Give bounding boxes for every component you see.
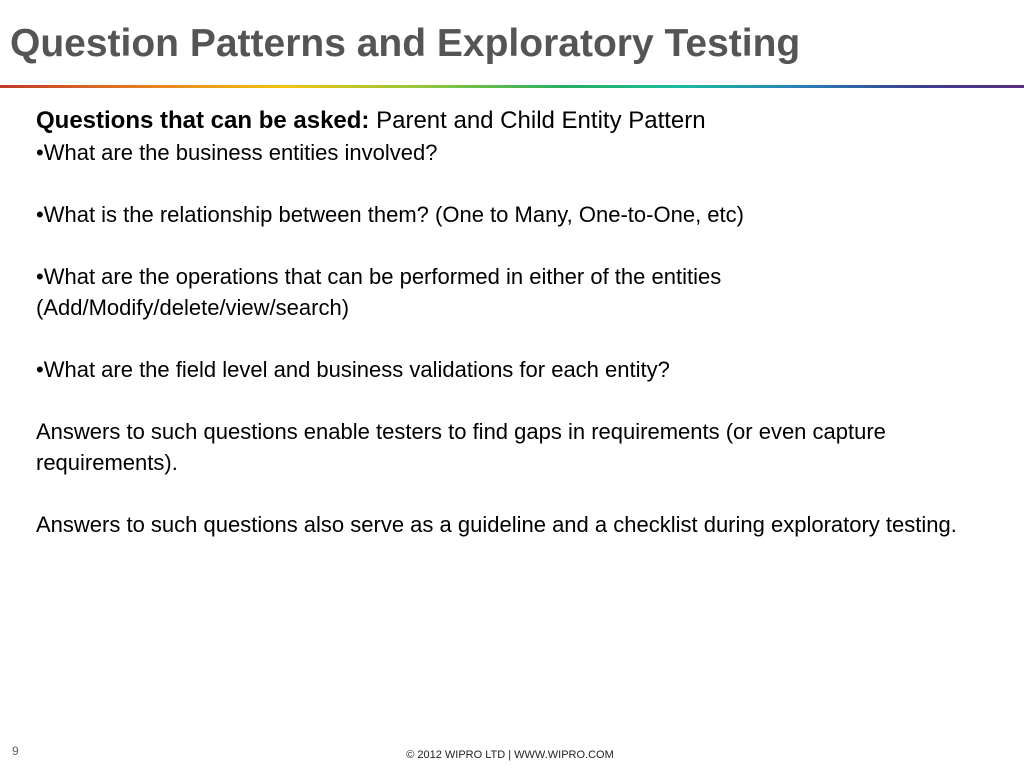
bullet-item: •What are the operations that can be performed in either of the entities (Add/Modify/delete/view/search) (36, 264, 722, 320)
body-paragraph: Answers to such questions enable testers to find gaps in requirements (or even capture requirements). (36, 419, 886, 475)
body-paragraph: Answers to such questions also serve as a guideline and a checklist during exploratory testing. (36, 512, 957, 537)
copyright-text: © 2012 WIPRO LTD | WWW.WIPRO.COM (406, 749, 614, 761)
bullet-item: •What are the field level and business validations for each entity? (36, 357, 670, 382)
bullet-item: •What are the business entities involved? (36, 140, 438, 165)
slide-body (36, 104, 966, 540)
slide-title: Question Patterns and Exploratory Testing (10, 22, 801, 65)
title-divider (0, 85, 1024, 88)
section-heading-topic: Parent and Child Entity Pattern (369, 107, 706, 134)
bullet-item: •What is the relationship between them? (One to Many, One-to-One, etc) (36, 202, 744, 227)
page-number: 9 (12, 744, 19, 758)
footer (0, 749, 1024, 761)
section-heading-label: Questions that can be asked: (36, 107, 370, 134)
section-heading (36, 104, 966, 137)
